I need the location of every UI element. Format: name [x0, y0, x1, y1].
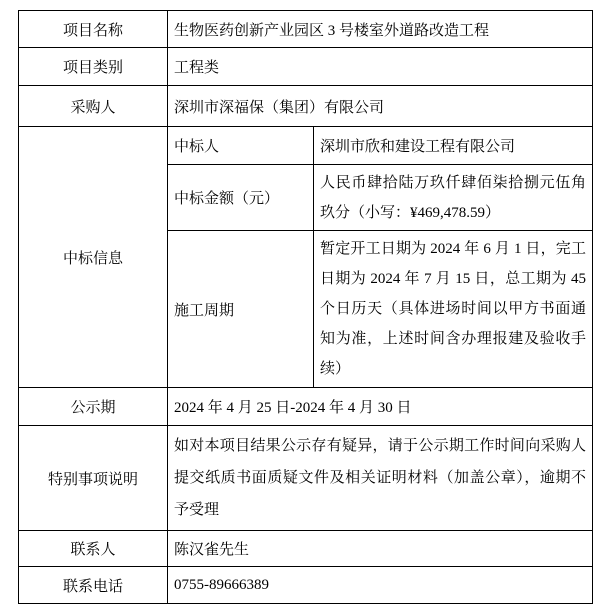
award-info-label: 中标信息: [19, 127, 168, 388]
contact-phone-label: 联系电话: [19, 567, 168, 604]
purchaser-value: 深圳市深福保（集团）有限公司: [168, 86, 593, 127]
winner-label: 中标人: [168, 127, 314, 165]
bid-result-table: [18, 10, 593, 604]
project-name-label: 项目名称: [19, 11, 168, 48]
amount-value: 人民币肆拾陆万玖仟肆佰柒拾捌元伍角玖分（小写：¥469,478.59）: [314, 165, 593, 231]
table-row: [19, 388, 593, 426]
special-notes-label: 特别事项说明: [19, 426, 168, 531]
publicity-period-label: 公示期: [19, 388, 168, 426]
amount-label: 中标金额（元）: [168, 165, 314, 231]
contact-person-value: 陈汉雀先生: [168, 531, 593, 567]
table-row: [19, 48, 593, 86]
publicity-period-value: 2024 年 4 月 25 日-2024 年 4 月 30 日: [168, 388, 593, 426]
contact-phone-value: 0755-89666389: [168, 567, 593, 604]
project-name-value: 生物医药创新产业园区 3 号楼室外道路改造工程: [168, 11, 593, 48]
winner-value: 深圳市欣和建设工程有限公司: [314, 127, 593, 165]
table-row: [19, 426, 593, 531]
table-row: [19, 127, 593, 165]
construction-period-label: 施工周期: [168, 231, 314, 388]
project-category-value: 工程类: [168, 48, 593, 86]
table-row: [19, 567, 593, 604]
purchaser-label: 采购人: [19, 86, 168, 127]
special-notes-value: 如对本项目结果公示存有疑异，请于公示期工作时间向采购人提交纸质书面质疑文件及相关证明材料（加盖公章），逾期不予受理: [168, 426, 593, 531]
construction-period-value: 暂定开工日期为 2024 年 6 月 1 日，完工日期为 2024 年 7 月 15 日，总工期为 45 个日历天（具体进场时间以甲方书面通知为准，上述时间含办理报建及验收手续）: [314, 231, 593, 388]
table-row: [19, 86, 593, 127]
table-row: [19, 531, 593, 567]
project-category-label: 项目类别: [19, 48, 168, 86]
table-row: [19, 11, 593, 48]
contact-person-label: 联系人: [19, 531, 168, 567]
